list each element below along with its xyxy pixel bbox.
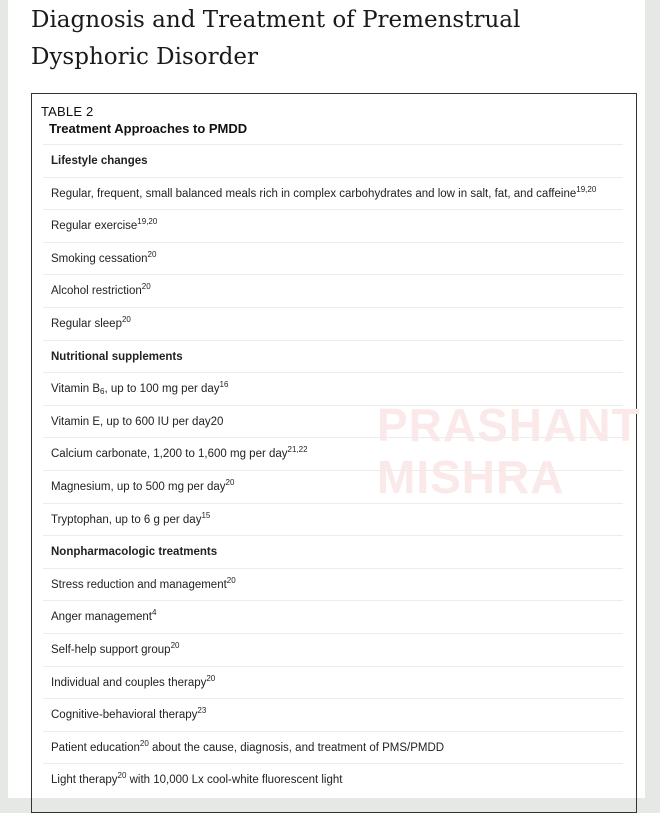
row-text: Calcium carbonate, 1,200 to 1,600 mg per day [51,448,288,461]
row-text: Magnesium, up to 500 mg per day [51,480,226,493]
row-text: Patient education [51,741,140,754]
reference-superscript: 20 [170,640,180,650]
table-row [43,731,623,764]
treatment-table [31,93,641,813]
row-text: Cognitive-behavioral therapy [51,709,198,722]
reference-superscript: 19,20 [137,217,158,227]
section-header-text: Lifestyle changes [51,155,148,167]
row-text: Stress reduction and management [51,578,227,591]
reference-superscript: 20 [206,673,216,683]
row-text: Vitamin E, up to 600 IU per day20 [51,415,224,428]
table-row [43,568,623,601]
table-row [43,307,623,340]
row-text: Light therapy [51,774,118,787]
table-row [43,209,623,242]
reference-superscript: 4 [152,608,157,618]
watermark-line-1: PRASHANT [377,399,641,451]
table-row [43,274,623,307]
table-row [43,503,623,536]
row-text: Regular, frequent, small balanced meals rich in complex carbohydrates and low in salt, fat, and caffeine [51,187,577,200]
reference-superscript: 20 [147,249,157,259]
row-text: Regular exercise [51,220,138,233]
reference-superscript: 20 [225,477,235,487]
reference-superscript: 20 [121,314,131,324]
table-row [43,600,623,633]
table-section-header [43,535,623,568]
reference-superscript: 20 [226,575,236,585]
row-text: with 10,000 Lx cool-white fluorescent light [126,774,343,787]
table-section-header [43,144,623,177]
row-text: Individual and couples therapy [51,676,207,689]
reference-superscript: 21,22 [287,445,308,455]
table-row [43,177,623,210]
table-section-header [43,340,623,373]
table-row [43,763,623,796]
row-text: , up to 100 mg per day [104,383,220,396]
table-row [43,666,623,699]
row-text: Smoking cessation [51,252,148,265]
table-row [43,242,623,275]
row-text: Tryptophan, up to 6 g per day [51,513,202,526]
watermark-line-2: MISHRA [377,451,565,503]
section-header-text: Nonpharmacologic treatments [51,546,218,559]
row-text: Regular sleep [51,317,122,330]
section-header-text: Nutritional supplements [51,350,183,363]
reference-superscript: 16 [219,380,229,390]
row-text: Alcohol restriction [51,285,142,298]
article-page [8,0,645,798]
row-text: Vitamin B [51,383,101,396]
table-row [43,633,623,666]
table-rows [43,144,623,796]
row-text: about the cause, diagnosis, and treatment of PMS/PMDD [148,741,445,754]
row-text: Anger management [51,611,153,624]
reference-superscript: 23 [197,706,207,716]
table-row [43,698,623,731]
row-text: Self-help support group [51,643,171,656]
table-label: TABLE 2 [41,104,94,119]
table-row [43,405,623,438]
table-row [43,437,623,470]
reference-superscript: 20 [117,771,127,781]
reference-superscript: 20 [139,738,149,748]
reference-superscript: 15 [201,510,211,520]
subscript: 6 [100,387,105,397]
reference-superscript: 20 [141,282,151,292]
article-title: Diagnosis and Treatment of Premenstrual Dysphoric Disorder [31,7,521,70]
reference-superscript: 19,20 [576,184,597,194]
table-row [43,372,623,405]
table-row [43,470,623,503]
table-caption: Treatment Approaches to PMDD [49,121,248,136]
